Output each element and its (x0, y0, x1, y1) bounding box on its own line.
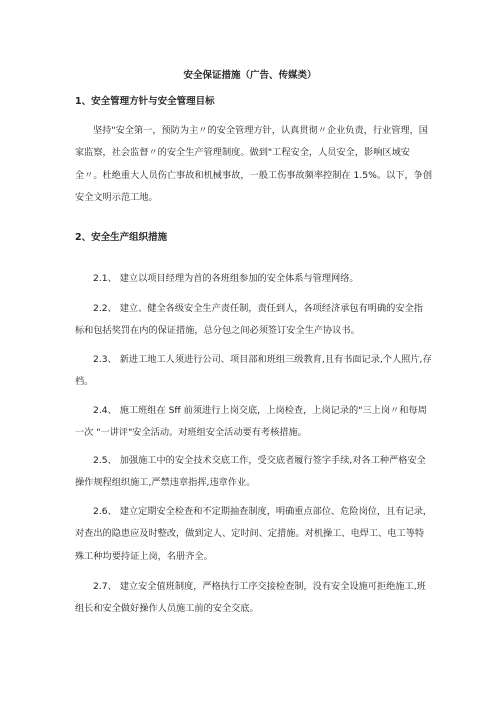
item-2-4 (75, 400, 445, 445)
paragraph-line: 家监察，社会监督〃的安全生产管理制度。做到"工程安全，人员安全，影响区域安 (75, 147, 410, 159)
item-line: 2.6、 建立定期安全检查和不定期抽查制度，明确重点部位、危险岗位，且有记录， (93, 506, 433, 517)
item-line: 2.2、 建立、健全各级安全生产责任制，责任到人，各项经济承包有明确的安全指 (93, 303, 423, 314)
item-line: 操作规程组织施工,严禁违章指挥,违章作业。 (75, 477, 256, 489)
item-line: 2.7、 建立安全值班制度，严格执行工序交接检查制，没有安全设施可拒绝施工,班 (93, 581, 426, 592)
item-2-6 (75, 501, 445, 568)
item-2-5 (75, 450, 445, 495)
item-line: 对查出的隐患应及时整改，做到定人、定时间、定措施。对机操工、电焊工、电工等特 (75, 528, 425, 540)
item-2-2 (75, 298, 445, 343)
paragraph-line: 坚持"安全第一，预防为主〃的安全管理方针，认真贯彻〃企业负责，行业管理，国 (93, 125, 428, 136)
item-line: 一次 "一讲评"安全活动。对班组安全活动要有考核措施。 (75, 427, 307, 439)
section-heading-1: 1、安全管理方针与安全管理目标 (75, 96, 215, 107)
item-line: 殊工种均要持证上岗，名册齐全。 (75, 550, 213, 562)
item-line: 标和包括奖罚在内的保证措施，总分包之间必须签订安全生产协议书。 (75, 325, 360, 337)
item-line: 2.5、 加强施工中的安全技术交底工作，受交底者履行签字手续,对各工种严格安全 (93, 455, 426, 466)
paragraph-line: 全〃。杜绝重大人员伤亡事故和机械事故，一般工伤事故频率控制在 1.5%。以下，争创 (75, 169, 433, 181)
section-1-paragraph (75, 120, 445, 209)
section-heading-2: 2、安全生产组织措施 (75, 232, 168, 243)
item-2-3 (75, 349, 445, 394)
item-2-1 (75, 268, 445, 290)
item-line: 组长和安全做好操作人员施工前的安全交底。 (75, 603, 259, 615)
item-line: 2.1、 建立以项目经理为首的各班组参加的安全体系与管理网络。 (93, 273, 359, 284)
item-line: 档。 (75, 376, 94, 388)
item-line: 2.3、 新进工地工人须进行公司、项目部和班组三级教育,且有书面记录,个人照片,存 (93, 354, 432, 365)
paragraph-line: 安全文明示范工地。 (75, 191, 158, 203)
item-line: 2.4、 施工班组在 Sff 前须进行上岗交底，上岗检查，上岗记录的"三上岗〃和每周 (93, 405, 427, 416)
item-2-7 (75, 576, 445, 621)
document-title: 安全保证措施（广告、传媒类） (183, 70, 317, 81)
